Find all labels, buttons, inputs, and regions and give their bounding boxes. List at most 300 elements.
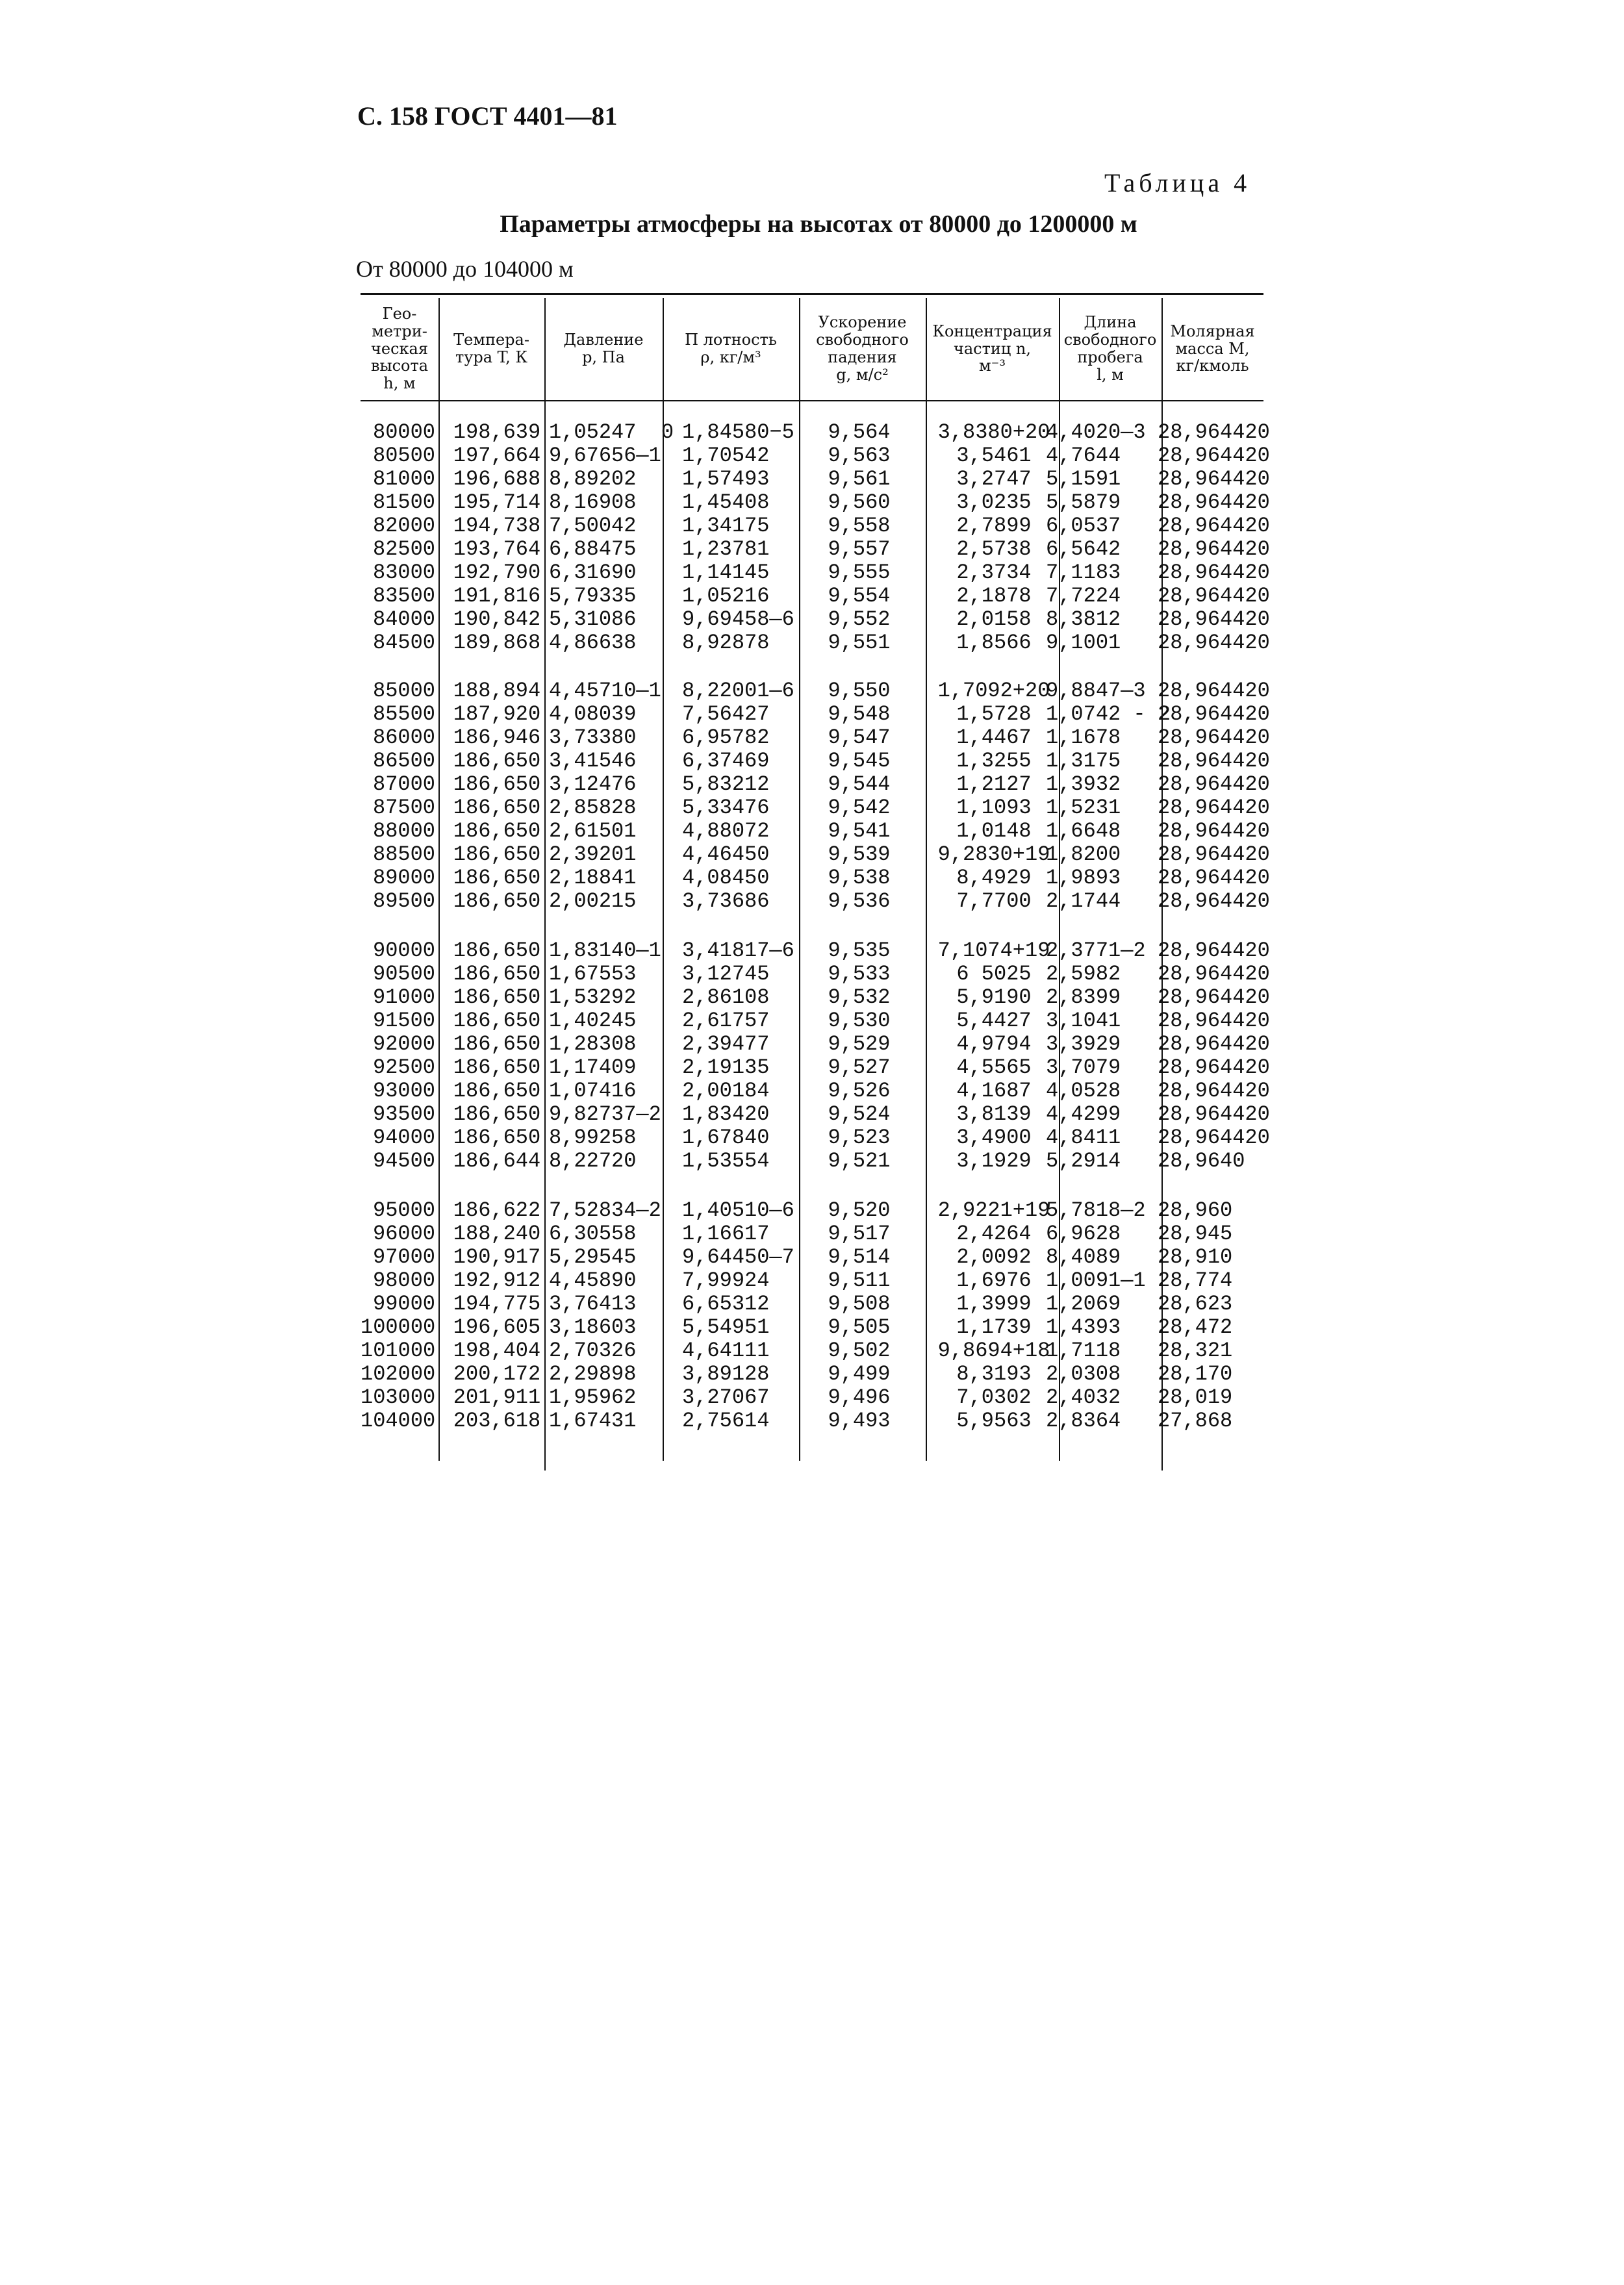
height-cell: 87000	[372, 772, 435, 796]
table-row	[361, 1032, 1270, 1056]
table-row	[361, 1079, 1270, 1103]
concentration-cell: 6 5025	[956, 962, 1032, 986]
header-line: П лотность	[685, 331, 777, 349]
density-cell: 9,69458—6	[682, 607, 794, 631]
temperature-cell: 186,644	[453, 1149, 541, 1173]
gravity-cell: 9,523	[828, 1126, 891, 1150]
free-path-cell: 2,8364	[1046, 1409, 1121, 1433]
temperature-cell: 201,911	[453, 1385, 541, 1409]
free-path-cell: 2,5982	[1046, 962, 1121, 986]
pressure-cell: 7,50042	[549, 514, 637, 538]
molar-mass-cell: 28,964420	[1158, 702, 1270, 726]
height-cell: 103000	[361, 1385, 436, 1409]
density-cell: 3,73686	[682, 889, 770, 913]
pressure-cell: 3,41546	[549, 749, 637, 773]
temperature-cell: 186,650	[453, 985, 541, 1009]
col-temperature-header	[438, 300, 544, 398]
free-path-cell: 1,9893	[1046, 866, 1121, 890]
row-group	[361, 939, 1270, 1173]
density-cell: 3,41817—6	[682, 939, 794, 963]
concentration-cell: 2,5738	[956, 537, 1032, 561]
pressure-cell: 6,31690	[549, 561, 637, 585]
col-density-header	[663, 300, 799, 398]
density-cell: 8,22001—6	[682, 679, 794, 703]
density-cell: 4,64111	[682, 1339, 770, 1363]
concentration-cell: 2,3734	[956, 561, 1032, 585]
pressure-cell: 8,22720	[549, 1149, 637, 1173]
gravity-cell: 9,527	[828, 1055, 891, 1079]
height-cell: 92500	[372, 1055, 435, 1079]
height-cell: 95000	[372, 1198, 435, 1222]
concentration-cell: 3,2747	[956, 467, 1032, 491]
gravity-cell: 9,557	[828, 537, 891, 561]
table-row	[361, 1009, 1270, 1033]
concentration-cell: 2,4264	[956, 1222, 1032, 1246]
concentration-cell: 2,0158	[956, 607, 1032, 631]
molar-mass-cell: 28,964420	[1158, 842, 1270, 866]
header-line: свободного	[816, 331, 909, 349]
pressure-cell: 2,70326	[549, 1339, 637, 1363]
gravity-cell: 9,550	[828, 679, 891, 703]
free-path-cell: 2,0308	[1046, 1362, 1121, 1386]
pressure-cell: 4,86638	[549, 631, 637, 655]
density-cell: 7,99924	[682, 1269, 770, 1293]
gravity-cell: 9,499	[828, 1362, 891, 1386]
gravity-cell: 9,554	[828, 584, 891, 608]
free-path-cell: 1,0742 - 2	[1046, 702, 1171, 726]
height-cell: 94500	[372, 1149, 435, 1173]
concentration-cell: 7,7700	[956, 889, 1032, 913]
density-cell: 1,40510—6	[682, 1198, 794, 1222]
free-path-cell: 4,7644	[1046, 444, 1121, 468]
free-path-cell: 1,0091—1	[1046, 1269, 1146, 1293]
temperature-cell: 186,650	[453, 842, 541, 866]
temperature-cell: 196,605	[453, 1315, 541, 1339]
temperature-cell: 186,622	[453, 1198, 541, 1222]
temperature-cell: 196,688	[453, 467, 541, 491]
concentration-cell: 1,0148	[956, 819, 1032, 843]
gravity-cell: 9,520	[828, 1198, 891, 1222]
molar-mass-cell: 27,868	[1158, 1409, 1233, 1433]
free-path-cell: 4,0528	[1046, 1079, 1121, 1103]
molar-mass-cell: 28,964420	[1158, 819, 1270, 843]
height-cell: 93000	[372, 1079, 435, 1103]
temperature-cell: 186,650	[453, 939, 541, 963]
height-cell: 101000	[361, 1339, 436, 1363]
height-cell: 87500	[372, 796, 435, 820]
height-cell: 85500	[372, 702, 435, 726]
height-cell: 93500	[372, 1102, 435, 1126]
gravity-cell: 9,564	[828, 420, 891, 444]
pressure-cell: 5,29545	[549, 1245, 637, 1269]
temperature-cell: 188,240	[453, 1222, 541, 1246]
header-line: метри-	[372, 322, 427, 340]
col-height-header	[361, 300, 438, 398]
table-row	[361, 584, 1270, 608]
gravity-cell: 9,536	[828, 889, 891, 913]
header-line: h, м	[383, 374, 416, 393]
density-cell: 9,64450—7	[682, 1245, 794, 1269]
height-cell: 94000	[372, 1126, 435, 1150]
table-row	[361, 1269, 1263, 1293]
temperature-cell: 203,618	[453, 1409, 541, 1433]
temperature-cell: 186,650	[453, 1079, 541, 1103]
molar-mass-cell: 28,964420	[1158, 985, 1270, 1009]
height-cell: 104000	[361, 1409, 436, 1433]
density-cell: 1,05216	[682, 584, 770, 608]
molar-mass-cell: 28,964420	[1158, 1055, 1270, 1079]
gravity-cell: 9,493	[828, 1409, 891, 1433]
density-cell: 3,27067	[682, 1385, 770, 1409]
pressure-cell: 7,52834—2	[549, 1198, 661, 1222]
height-cell: 89000	[372, 866, 435, 890]
table-row	[361, 420, 1270, 444]
gravity-cell: 9,558	[828, 514, 891, 538]
density-cell: 1,70542	[682, 444, 770, 468]
temperature-cell: 190,842	[453, 607, 541, 631]
temperature-cell: 192,912	[453, 1269, 541, 1293]
table-row	[361, 939, 1270, 963]
density-cell: 7,56427	[682, 702, 770, 726]
temperature-cell: 193,764	[453, 537, 541, 561]
density-cell: 1,34175	[682, 514, 770, 538]
gravity-cell: 9,561	[828, 467, 891, 491]
header-rule	[361, 400, 1263, 401]
col-molar-mass-header	[1161, 300, 1263, 398]
row-group	[361, 1199, 1263, 1433]
gravity-cell: 9,552	[828, 607, 891, 631]
header-line: Концентрация	[932, 322, 1052, 340]
pressure-cell: 5,79335	[549, 584, 637, 608]
free-path-cell: 5,1591	[1046, 467, 1121, 491]
concentration-cell: 8,4929	[956, 866, 1032, 890]
header-line: свободного	[1063, 331, 1157, 349]
density-cell: 3,89128	[682, 1362, 770, 1386]
molar-mass-cell: 28,774	[1158, 1269, 1233, 1293]
molar-mass-cell: 28,472	[1158, 1315, 1233, 1339]
col-free-path-header	[1059, 300, 1161, 398]
height-cell: 88000	[372, 819, 435, 843]
density-cell: 1,45408	[682, 490, 770, 514]
table-row	[361, 842, 1270, 866]
header-line: g, м/с²	[836, 365, 889, 384]
table-row	[361, 1150, 1263, 1173]
header-line: высота	[370, 357, 429, 375]
density-cell: 1,67840	[682, 1126, 770, 1150]
table-row	[361, 561, 1270, 585]
molar-mass-cell: 28,964420	[1158, 772, 1270, 796]
gravity-cell: 9,555	[828, 561, 891, 585]
gravity-cell: 9,511	[828, 1269, 891, 1293]
molar-mass-cell: 28,964420	[1158, 467, 1270, 491]
concentration-cell: 3,8139	[956, 1102, 1032, 1126]
free-path-cell: 1,3932	[1046, 772, 1121, 796]
table-row	[361, 631, 1270, 655]
temperature-cell: 191,816	[453, 584, 541, 608]
molar-mass-cell: 28,964420	[1158, 420, 1270, 444]
molar-mass-cell: 28,945	[1158, 1222, 1233, 1246]
free-path-cell: 5,2914	[1046, 1149, 1121, 1173]
table-row	[361, 1339, 1263, 1363]
free-path-cell: 3,7079	[1046, 1055, 1121, 1079]
gravity-cell: 9,560	[828, 490, 891, 514]
concentration-cell: 1,2127	[956, 772, 1032, 796]
free-path-cell: 1,7118	[1046, 1339, 1121, 1363]
temperature-cell: 186,650	[453, 819, 541, 843]
col-concentration-header	[926, 300, 1059, 398]
temperature-cell: 189,868	[453, 631, 541, 655]
molar-mass-cell: 28,964420	[1158, 726, 1270, 750]
pressure-cell: 1,67553	[549, 962, 637, 986]
molar-mass-cell: 28,964420	[1158, 631, 1270, 655]
table-row	[361, 444, 1270, 468]
height-cell: 82500	[372, 537, 435, 561]
table-row	[361, 796, 1270, 820]
gravity-cell: 9,521	[828, 1149, 891, 1173]
header-line: Длина	[1084, 313, 1137, 332]
header-line: ρ, кг/м³	[700, 348, 761, 366]
temperature-cell: 186,650	[453, 772, 541, 796]
free-path-cell: 3,1041	[1046, 1009, 1121, 1033]
table-row	[361, 490, 1270, 514]
top-rule	[361, 293, 1263, 295]
pressure-cell: 9,67656—1	[549, 444, 661, 468]
molar-mass-cell: 28,964420	[1158, 749, 1270, 773]
free-path-cell: 9,8847—3	[1046, 679, 1146, 703]
table-row	[361, 866, 1270, 890]
free-path-cell: 6,9628	[1046, 1222, 1121, 1246]
height-cell: 91500	[372, 1009, 435, 1033]
header-line: Ускорение	[818, 313, 907, 332]
pressure-cell: 2,61501	[549, 819, 637, 843]
density-cell: 2,86108	[682, 985, 770, 1009]
height-cell: 82000	[372, 514, 435, 538]
concentration-cell: 4,9794	[956, 1032, 1032, 1056]
density-cell: 8,92878	[682, 631, 770, 655]
density-cell: 6,37469	[682, 749, 770, 773]
molar-mass-cell: 28,964420	[1158, 1032, 1270, 1056]
density-cell: 1,16617	[682, 1222, 770, 1246]
temperature-cell: 186,650	[453, 889, 541, 913]
density-cell: 2,00184	[682, 1079, 770, 1103]
header-line: пробега	[1077, 348, 1143, 366]
table-row	[361, 1222, 1263, 1246]
density-cell: 5,83212	[682, 772, 770, 796]
temperature-cell: 195,714	[453, 490, 541, 514]
gravity-cell: 9,535	[828, 939, 891, 963]
temperature-cell: 186,650	[453, 1055, 541, 1079]
free-path-cell: 1,1678	[1046, 726, 1121, 750]
concentration-cell: 8,3193	[956, 1362, 1032, 1386]
molar-mass-cell: 28,623	[1158, 1292, 1233, 1316]
density-cell: 2,19135	[682, 1055, 770, 1079]
temperature-cell: 186,650	[453, 866, 541, 890]
header-line: Темпера-	[453, 331, 529, 349]
table-row	[361, 679, 1270, 703]
height-cell: 89500	[372, 889, 435, 913]
height-cell: 97000	[372, 1245, 435, 1269]
gravity-cell: 9,542	[828, 796, 891, 820]
table-row	[361, 467, 1270, 491]
height-cell: 102000	[361, 1362, 436, 1386]
temperature-cell: 188,894	[453, 679, 541, 703]
free-path-cell: 4,8411	[1046, 1126, 1121, 1150]
height-cell: 88500	[372, 842, 435, 866]
pressure-cell: 1,53292	[549, 985, 637, 1009]
pressure-cell: 2,18841	[549, 866, 637, 890]
header-line: масса M,	[1175, 339, 1250, 358]
table-row	[361, 1102, 1270, 1126]
molar-mass-cell: 28,170	[1158, 1362, 1233, 1386]
free-path-cell: 8,3812	[1046, 607, 1121, 631]
temperature-cell: 186,650	[453, 1032, 541, 1056]
pressure-cell: 5,31086	[549, 607, 637, 631]
free-path-cell: 1,2069	[1046, 1292, 1121, 1316]
range-label: От 80000 до 104000 м	[356, 256, 574, 282]
molar-mass-cell: 28,964420	[1158, 939, 1270, 963]
table-row	[361, 1386, 1263, 1409]
density-cell: 6,65312	[682, 1292, 770, 1316]
table-row	[361, 819, 1270, 843]
height-cell: 90500	[372, 962, 435, 986]
table-row	[361, 537, 1270, 561]
concentration-cell: 5,9190	[956, 985, 1032, 1009]
free-path-cell: 5,5879	[1046, 490, 1121, 514]
table-number: Таблица 4	[1104, 168, 1251, 197]
height-cell: 90000	[372, 939, 435, 963]
table-row	[361, 1363, 1263, 1386]
table-row	[361, 1126, 1270, 1150]
gravity-cell: 9,541	[828, 819, 891, 843]
pressure-cell: 1,83140—1	[549, 939, 661, 963]
pressure-cell: 8,99258	[549, 1126, 637, 1150]
table-row	[361, 1293, 1263, 1316]
pressure-cell: 2,00215	[549, 889, 637, 913]
pressure-cell: 8,16908	[549, 490, 637, 514]
header-line: кг/кмоль	[1176, 357, 1249, 375]
header-line: м⁻³	[979, 357, 1006, 375]
free-path-cell: 2,8399	[1046, 985, 1121, 1009]
temperature-cell: 192,790	[453, 561, 541, 585]
concentration-cell: 1,5728	[956, 702, 1032, 726]
pressure-cell: 4,08039	[549, 702, 637, 726]
molar-mass-cell: 28,964420	[1158, 607, 1270, 631]
concentration-cell: 3,0235	[956, 490, 1032, 514]
temperature-cell: 187,920	[453, 702, 541, 726]
gravity-cell: 9,538	[828, 866, 891, 890]
concentration-cell: 1,8566	[956, 631, 1032, 655]
concentration-cell: 1,1093	[956, 796, 1032, 820]
height-cell: 91000	[372, 985, 435, 1009]
temperature-cell: 200,172	[453, 1362, 541, 1386]
molar-mass-cell: 28,964420	[1158, 444, 1270, 468]
concentration-cell: 5,4427	[956, 1009, 1032, 1033]
table-row	[361, 726, 1270, 750]
gravity-cell: 9,517	[828, 1222, 891, 1246]
temperature-cell: 186,650	[453, 1009, 541, 1033]
table-row	[361, 889, 1270, 913]
table-row	[361, 1199, 1263, 1222]
pressure-cell: 1,17409	[549, 1055, 637, 1079]
concentration-cell: 1,4467	[956, 726, 1032, 750]
free-path-cell: 9,1001	[1046, 631, 1121, 655]
molar-mass-cell: 28,910	[1158, 1245, 1233, 1269]
free-path-cell: 5,7818—2	[1046, 1198, 1146, 1222]
gravity-cell: 9,505	[828, 1315, 891, 1339]
table-row	[361, 1246, 1263, 1269]
density-cell: 5,54951	[682, 1315, 770, 1339]
molar-mass-cell: 28,964420	[1158, 490, 1270, 514]
free-path-cell: 3,3929	[1046, 1032, 1121, 1056]
table-row	[361, 985, 1270, 1009]
col-pressure-header	[544, 300, 663, 398]
free-path-cell: 7,7224	[1046, 584, 1121, 608]
concentration-cell: 1,6976	[956, 1269, 1032, 1293]
header-line: тура T, К	[455, 348, 527, 366]
free-path-cell: 1,4393	[1046, 1315, 1121, 1339]
pressure-cell: 3,76413	[549, 1292, 637, 1316]
height-cell: 92000	[372, 1032, 435, 1056]
concentration-cell: 1,1739	[956, 1315, 1032, 1339]
molar-mass-cell: 28,964420	[1158, 537, 1270, 561]
table-row	[361, 1055, 1270, 1079]
pressure-cell: 6,88475	[549, 537, 637, 561]
gravity-cell: 9,508	[828, 1292, 891, 1316]
concentration-cell: 3,8380+20	[937, 420, 1050, 444]
density-cell: 6,95782	[682, 726, 770, 750]
temperature-cell: 198,639	[453, 420, 541, 444]
gravity-cell: 9,502	[828, 1339, 891, 1363]
height-cell: 81000	[372, 467, 435, 491]
concentration-cell: 4,5565	[956, 1055, 1032, 1079]
gravity-cell: 9,533	[828, 962, 891, 986]
concentration-cell: 7,1074+19	[937, 939, 1050, 963]
concentration-cell: 5,9563	[956, 1409, 1032, 1433]
gravity-cell: 9,529	[828, 1032, 891, 1056]
table-row	[361, 514, 1270, 538]
height-cell: 100000	[361, 1315, 436, 1339]
temperature-cell: 190,917	[453, 1245, 541, 1269]
height-cell: 83000	[372, 561, 435, 585]
height-cell: 96000	[372, 1222, 435, 1246]
concentration-cell: 4,1687	[956, 1079, 1032, 1103]
table-row	[361, 1316, 1263, 1339]
concentration-cell: 2,9221+19	[937, 1198, 1050, 1222]
gravity-cell: 9,545	[828, 749, 891, 773]
concentration-cell: 2,0092	[956, 1245, 1032, 1269]
free-path-cell: 4,4299	[1046, 1102, 1121, 1126]
height-cell: 83500	[372, 584, 435, 608]
height-cell: 86000	[372, 726, 435, 750]
height-cell: 85000	[372, 679, 435, 703]
header-line: p, Па	[582, 348, 625, 366]
molar-mass-cell: 28,964420	[1158, 866, 1270, 890]
gravity-cell: 9,551	[828, 631, 891, 655]
molar-mass-cell: 28,964420	[1158, 561, 1270, 585]
gravity-cell: 9,532	[828, 985, 891, 1009]
free-path-cell: 1,3175	[1046, 749, 1121, 773]
free-path-cell: 2,3771—2	[1046, 939, 1146, 963]
density-cell: 4,88072	[682, 819, 770, 843]
pressure-cell: 1,28308	[549, 1032, 637, 1056]
free-path-cell: 8,4089	[1046, 1245, 1121, 1269]
molar-mass-cell: 28,964420	[1158, 1079, 1270, 1103]
concentration-cell: 3,5461	[956, 444, 1032, 468]
col-gravity-header	[799, 300, 926, 398]
table-row	[361, 962, 1270, 986]
gravity-cell: 9,524	[828, 1102, 891, 1126]
table-row	[361, 702, 1270, 726]
